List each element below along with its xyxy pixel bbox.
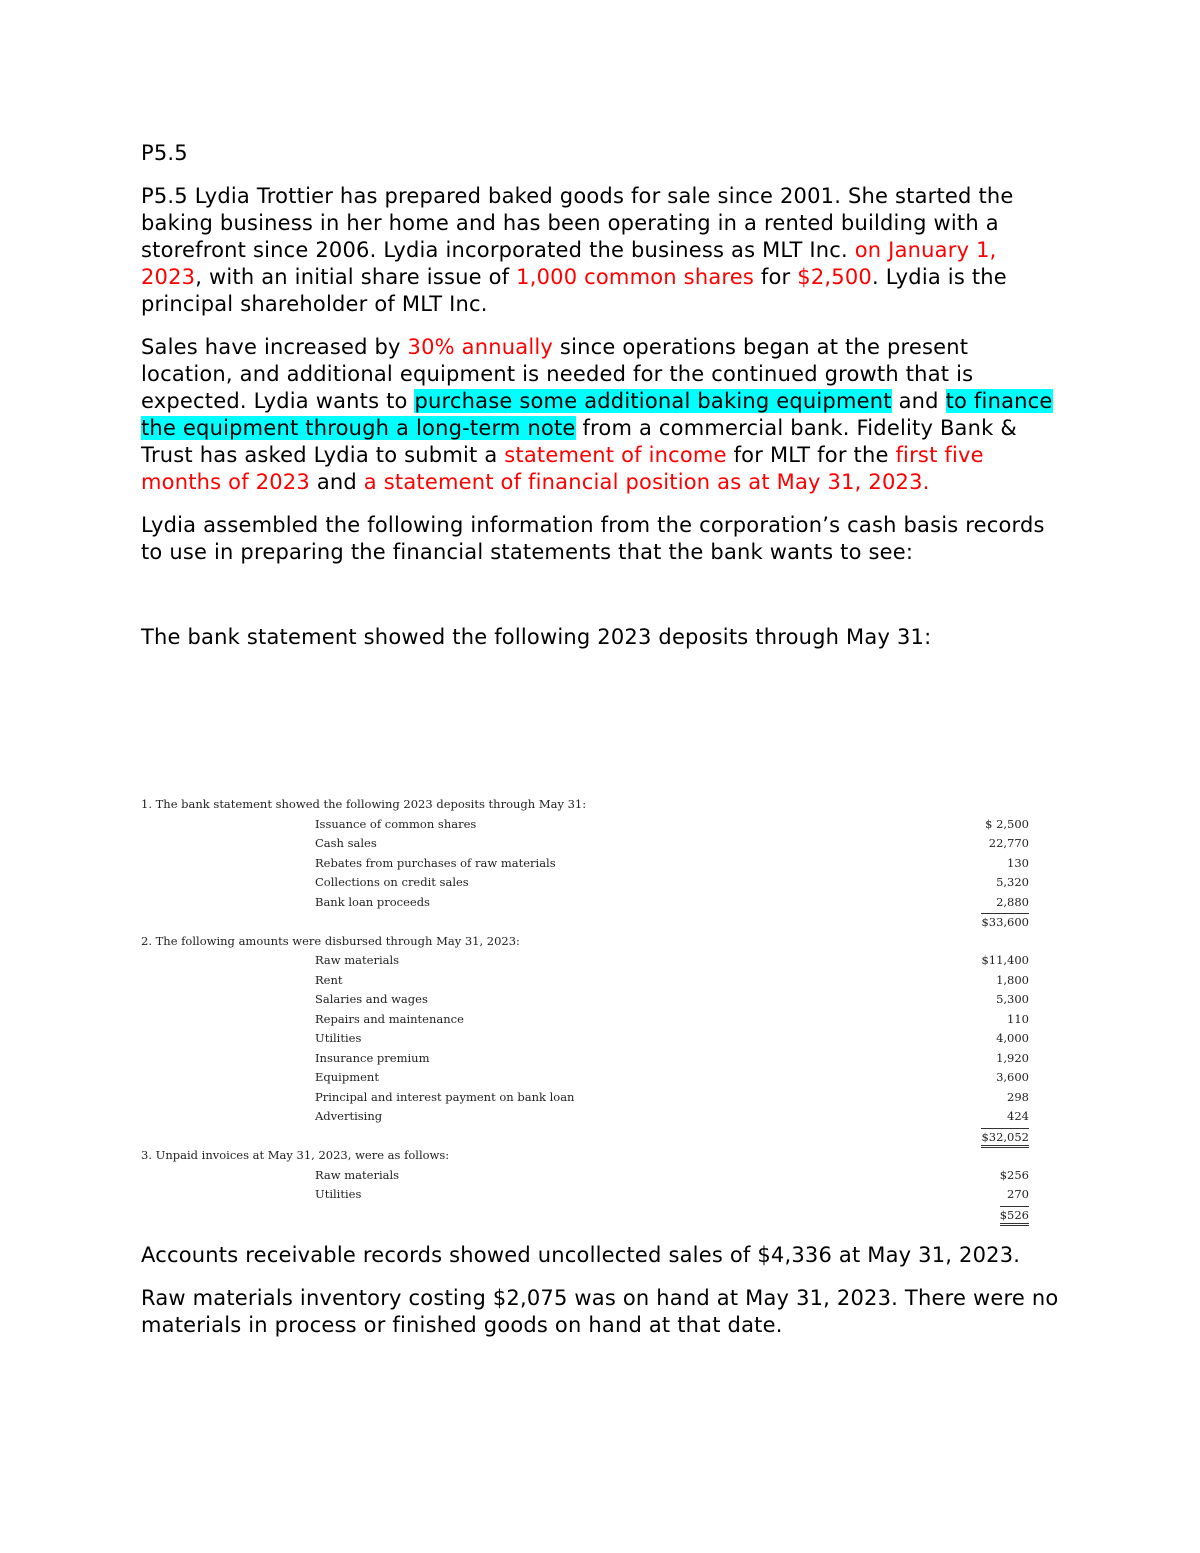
- table-row: Issuance of common shares $ 2,500: [315, 816, 1029, 831]
- table-row: Insurance premium 1,920: [315, 1050, 1029, 1065]
- table-row: Raw materials $256: [315, 1167, 1029, 1182]
- paragraph-intro: [141, 183, 1061, 318]
- intro-date: on January 1, 2023: [141, 238, 997, 289]
- document-footer-text: [141, 1242, 1061, 1355]
- intro-text-3: for: [754, 265, 798, 289]
- problem-heading: P5.5: [141, 141, 188, 165]
- table-row: Rebates from purchases of raw materials 130: [315, 855, 1029, 870]
- highlight-finance: to finance the equipment through a long-term note: [141, 389, 1053, 440]
- table-row: Utilities 270: [315, 1187, 1029, 1201]
- table-row: Cash sales 22,770: [315, 836, 1029, 850]
- table-row: Collections on credit sales 5,320: [315, 875, 1029, 889]
- statement-financial-position: a statement of financial position as at May 31, 2023.: [363, 470, 930, 494]
- sales-text-4: from a commercial bank. Fidelity Bank & Trust has asked Lydia to submit a: [141, 416, 1017, 467]
- sales-text-6: and: [309, 470, 364, 494]
- paragraph-sales: [141, 334, 1061, 496]
- sales-text-5: for MLT for the: [726, 443, 896, 467]
- highlight-purchase: purchase some additional baking equipment: [414, 389, 892, 413]
- sales-text-3: and: [891, 389, 946, 413]
- table-row: Rent 1,800: [315, 972, 1029, 987]
- table-row: Raw materials $11,400: [315, 953, 1029, 967]
- intro-text-2: , with an initial share issue of: [195, 265, 517, 289]
- sales-text-1: Sales have increased by: [141, 335, 408, 359]
- intro-amount: $2,500: [797, 265, 872, 289]
- section-disbursements-title: 2. The following amounts were disbursed through May 31, 2023:: [141, 933, 520, 948]
- period-five-months: first five months of 2023: [141, 443, 984, 494]
- scanned-data-table: [141, 795, 1031, 1224]
- section-deposits-title: 1. The bank statement showed the following 2023 deposits through May 31:: [141, 797, 587, 811]
- statement-of-income: statement of income: [504, 443, 727, 467]
- table-row: Repairs and maintenance 110: [315, 1011, 1029, 1026]
- table-row: Principal and interest payment on bank loan 298: [315, 1089, 1029, 1104]
- section-unpaid-title: 3. Unpaid invoices at May 31, 2023, were as follows:: [141, 1148, 450, 1162]
- intro-shares: 1,000 common shares: [516, 265, 755, 289]
- table-row: Bank loan proceeds 2,880: [315, 894, 1029, 909]
- table-row: Salaries and wages 5,300: [315, 992, 1029, 1006]
- sales-growth: 30% annually: [407, 335, 554, 359]
- paragraph-inventory: Raw materials inventory costing $2,075 was on hand at May 31, 2023. There were no materials in process or finished goods on hand at that date.: [141, 1286, 1059, 1337]
- table-row: Utilities 4,000: [315, 1031, 1029, 1045]
- total-row-deposits: $33,600: [981, 915, 1029, 929]
- total-row-disbursements: $32,052: [141, 1127, 1031, 1147]
- sales-text-2: since operations began at the present location, and additional equipment is needed for the continued growth that is expected. Lydia wants to: [141, 335, 974, 413]
- intro-text-4: . Lydia is the principal shareholder of MLT Inc.: [141, 265, 1007, 316]
- paragraph-bank-statement: The bank statement showed the following 2023 deposits through May 31:: [141, 625, 932, 649]
- paragraph-receivables: Accounts receivable records showed uncollected sales of $4,336 at May 31, 2023.: [141, 1243, 1021, 1267]
- table-row: Advertising 424: [315, 1109, 1029, 1123]
- paragraph-assembled: Lydia assembled the following information from the corporation’s cash basis records to use in preparing the financial statements that the bank wants to see:: [141, 513, 1045, 564]
- total-row-unpaid: $526: [141, 1205, 1031, 1225]
- intro-text-1: P5.5 Lydia Trottier has prepared baked goods for sale since 2001. She started the baking business in her home and has been operating in a rented building with a storefront since 2006. Lydia incorporated the business as MLT Inc.: [141, 184, 1014, 262]
- table-row: Equipment 3,600: [315, 1070, 1029, 1084]
- document-body: [141, 140, 1061, 667]
